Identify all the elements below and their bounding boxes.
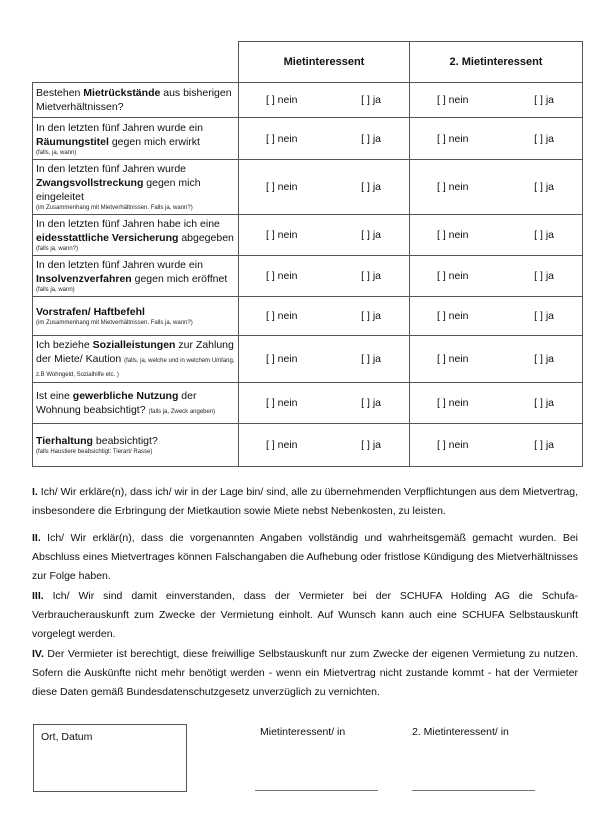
tenant1-options — [239, 83, 410, 118]
tenant2-signature-line[interactable] — [412, 790, 535, 791]
tenant1-options — [239, 160, 410, 215]
question-note: (falls, ja, welche und in welchem Umfang, z.B Wohngeld, Sozialhilfe etc. ) — [36, 358, 235, 378]
checkbox-ja[interactable]: [ ] ja — [361, 270, 381, 282]
checkbox-ja[interactable]: [ ] ja — [361, 310, 381, 322]
question-cell — [33, 160, 239, 215]
tenant1-options — [239, 256, 410, 297]
checkbox-nein[interactable]: [ ] nein — [266, 439, 298, 451]
question-note: (falls ja, wann) — [36, 287, 75, 293]
question-cell — [33, 215, 239, 256]
table-row — [33, 83, 583, 118]
place-date-field[interactable] — [33, 724, 187, 792]
checkbox-nein[interactable]: [ ] nein — [266, 353, 298, 365]
checkbox-nein[interactable]: [ ] nein — [437, 397, 469, 409]
header-tenant-2: 2. Mietinteressent — [410, 42, 583, 83]
checkbox-nein[interactable]: [ ] nein — [437, 132, 469, 145]
question-text: der Wohnung beabsichtigt? — [36, 390, 197, 416]
tenant1-options — [239, 424, 410, 467]
paragraph-number: III. — [32, 590, 44, 602]
paragraph-number: II. — [32, 532, 41, 544]
tenant2-options — [410, 297, 583, 336]
question-keyword: Mietrückstände — [83, 87, 161, 99]
table-row — [33, 336, 583, 383]
checkbox-nein[interactable]: [ ] nein — [266, 94, 298, 106]
checkbox-ja[interactable]: [ ] ja — [534, 229, 554, 241]
question-cell — [33, 336, 239, 383]
question-text: In den letzten fünf Jahren wurde ein — [36, 121, 203, 134]
table-row — [33, 424, 583, 467]
question-cell — [33, 383, 239, 424]
question-note: (im Zusammenhang mit Mietverhältnissen. Falls ja, wann?) — [36, 205, 193, 211]
table-row — [33, 256, 583, 297]
tenant2-options — [410, 118, 583, 160]
question-keyword: Zwangsvollstreckung — [36, 177, 144, 189]
question-text: In den letzten fünf Jahren habe ich eine — [36, 218, 220, 230]
checkbox-ja[interactable]: [ ] ja — [534, 353, 554, 365]
paragraph-4 — [32, 645, 578, 702]
question-note: (falls, ja, wann) — [36, 149, 77, 156]
question-text: gegen mich erwirkt — [108, 135, 200, 148]
question-cell — [33, 256, 239, 297]
question-keyword: Insolvenzverfahren — [36, 273, 132, 285]
checkbox-nein[interactable]: [ ] nein — [437, 353, 469, 365]
tenant1-options — [239, 383, 410, 424]
question-keyword: gewerbliche Nutzung — [72, 390, 179, 402]
checkbox-ja[interactable]: [ ] ja — [534, 439, 554, 451]
table-row — [33, 160, 583, 215]
table-row — [33, 215, 583, 256]
question-note: (falls Haustiere beabsichtigt: Tierart/ Rasse) — [36, 449, 153, 455]
paragraph-text: Ich/ Wir sind damit einverstanden, dass der Vermieter bei der SCHUFA Holding AG die Schufa-Verbraucherauskunft zum Zwecke der Vermietung einholt. Auf Wunsch kann auch eine SCHUFA Selbstauskunft vorgelegt werden. — [32, 590, 578, 640]
question-text: zur Zahlung der Miete/ Kaution — [36, 339, 234, 365]
question-keyword: eidesstattliche Versicherung — [36, 232, 179, 244]
question-note: (im Zusammenhang mit Mietverhältnissen. Falls ja, wann?) — [36, 320, 193, 326]
tenant2-options — [410, 424, 583, 467]
question-text: Ist eine — [36, 390, 73, 402]
tenant1-signature-label: Mietinteressent/ in — [260, 726, 346, 738]
place-date-label: Ort, Datum — [41, 731, 93, 743]
checkbox-ja[interactable]: [ ] ja — [534, 94, 554, 106]
question-text: abgegeben — [178, 232, 234, 244]
tenant1-options — [239, 118, 410, 160]
table-row — [33, 383, 583, 424]
paragraph-number: I. — [32, 486, 38, 498]
tenant2-options — [410, 383, 583, 424]
checkbox-nein[interactable]: [ ] nein — [266, 270, 298, 282]
checkbox-ja[interactable]: [ ] ja — [534, 310, 554, 322]
paragraph-1 — [32, 483, 578, 521]
tenant2-options — [410, 256, 583, 297]
checkbox-nein[interactable]: [ ] nein — [437, 270, 469, 282]
question-text: beabsichtigt? — [92, 435, 158, 447]
tenant2-options — [410, 215, 583, 256]
checkbox-nein[interactable]: [ ] nein — [266, 181, 298, 193]
table-row — [33, 297, 583, 336]
tenant1-options — [239, 297, 410, 336]
checkbox-ja[interactable]: [ ] ja — [534, 132, 554, 145]
question-text: In den letzten fünf Jahren wurde ein — [36, 259, 203, 271]
table-corner — [33, 42, 239, 83]
tenant2-options — [410, 83, 583, 118]
checkbox-ja[interactable]: [ ] ja — [534, 181, 554, 193]
tenant2-options — [410, 336, 583, 383]
tenant1-signature-line[interactable] — [255, 790, 378, 791]
paragraph-3 — [32, 587, 578, 644]
paragraph-text: Ich/ Wir erklär(n), dass die vorgenannten Angaben vollständig und wahrheitsgemäß gemacht wurden. Bei Abschluss eines Mietvertrages können Falschangaben die Aufhebung oder fristlose Kündigung des Mietverhältnisses zur Folge haben. — [32, 532, 578, 582]
paragraph-2 — [32, 529, 578, 586]
question-cell — [33, 297, 239, 336]
question-keyword: Räumungstitel — [36, 135, 109, 148]
checkbox-ja[interactable]: [ ] ja — [361, 94, 381, 106]
question-cell — [33, 424, 239, 467]
question-text: In den letzten fünf Jahren wurde — [36, 163, 187, 175]
checkbox-nein[interactable]: [ ] nein — [437, 229, 469, 241]
checkbox-nein[interactable]: [ ] nein — [437, 439, 469, 451]
checkbox-nein[interactable]: [ ] nein — [266, 310, 298, 322]
tenant1-options — [239, 215, 410, 256]
checkbox-nein[interactable]: [ ] nein — [437, 94, 469, 106]
question-keyword: Tierhaltung — [36, 435, 93, 447]
question-note: (falls ja, Zweck angeben) — [148, 409, 216, 415]
question-keyword: Vorstrafen/ Haftbefehl — [36, 306, 145, 318]
paragraph-number: IV. — [32, 648, 44, 660]
paragraph-text: Ich/ Wir erkläre(n), dass ich/ wir in der Lage bin/ sind, alle zu übernehmenden Verpflichtungen aus dem Mietvertrag, insbesondere die Erbringung der Mietkaution sowie Miete nebst Nebenkosten, zu leisten. — [32, 486, 578, 517]
checkbox-ja[interactable]: [ ] ja — [534, 270, 554, 282]
question-text: gegen mich eröffnet — [131, 273, 228, 285]
tenant1-options — [239, 336, 410, 383]
checkbox-ja[interactable]: [ ] ja — [361, 353, 381, 365]
checkbox-nein[interactable]: [ ] nein — [437, 310, 469, 322]
question-text: Bestehen — [36, 87, 84, 99]
question-text: gegen mich eingeleitet — [36, 177, 201, 203]
checkbox-ja[interactable]: [ ] ja — [361, 181, 381, 193]
question-text: Ich beziehe — [36, 339, 93, 351]
tenant2-signature-label: 2. Mietinteressent/ in — [412, 726, 509, 738]
checkbox-ja[interactable]: [ ] ja — [361, 439, 381, 451]
question-cell — [33, 83, 239, 118]
header-tenant-1: Mietinteressent — [239, 42, 410, 83]
checkbox-nein[interactable]: [ ] nein — [266, 132, 298, 145]
question-cell — [33, 118, 239, 160]
checkbox-ja[interactable]: [ ] ja — [361, 132, 381, 145]
checkbox-ja[interactable]: [ ] ja — [361, 229, 381, 241]
checkbox-nein[interactable]: [ ] nein — [266, 229, 298, 241]
question-note: (falls ja, wann?) — [36, 246, 79, 252]
question-keyword: Sozialleistungen — [92, 339, 176, 351]
checkbox-ja[interactable]: [ ] ja — [361, 397, 381, 409]
checkbox-ja[interactable]: [ ] ja — [534, 397, 554, 409]
questionnaire-table — [32, 41, 583, 467]
checkbox-nein[interactable]: [ ] nein — [266, 397, 298, 409]
paragraph-text: Der Vermieter ist berechtigt, diese freiwillige Selbstauskunft nur zum Zwecke der eigenen Vermietung zu nutzen. Sofern die Auskünfte nicht mehr benötigt werden - wenn ein Mietvertrag nicht zustande kommt - hat der Vermieter diese Daten gemäß Bundesdatenschutzgesetz unverzüglich zu vernichten. — [32, 648, 578, 698]
checkbox-nein[interactable]: [ ] nein — [437, 181, 469, 193]
question-text: aus bisherigen Mietverhältnissen? — [36, 87, 232, 113]
tenant2-options — [410, 160, 583, 215]
table-row — [33, 118, 583, 160]
